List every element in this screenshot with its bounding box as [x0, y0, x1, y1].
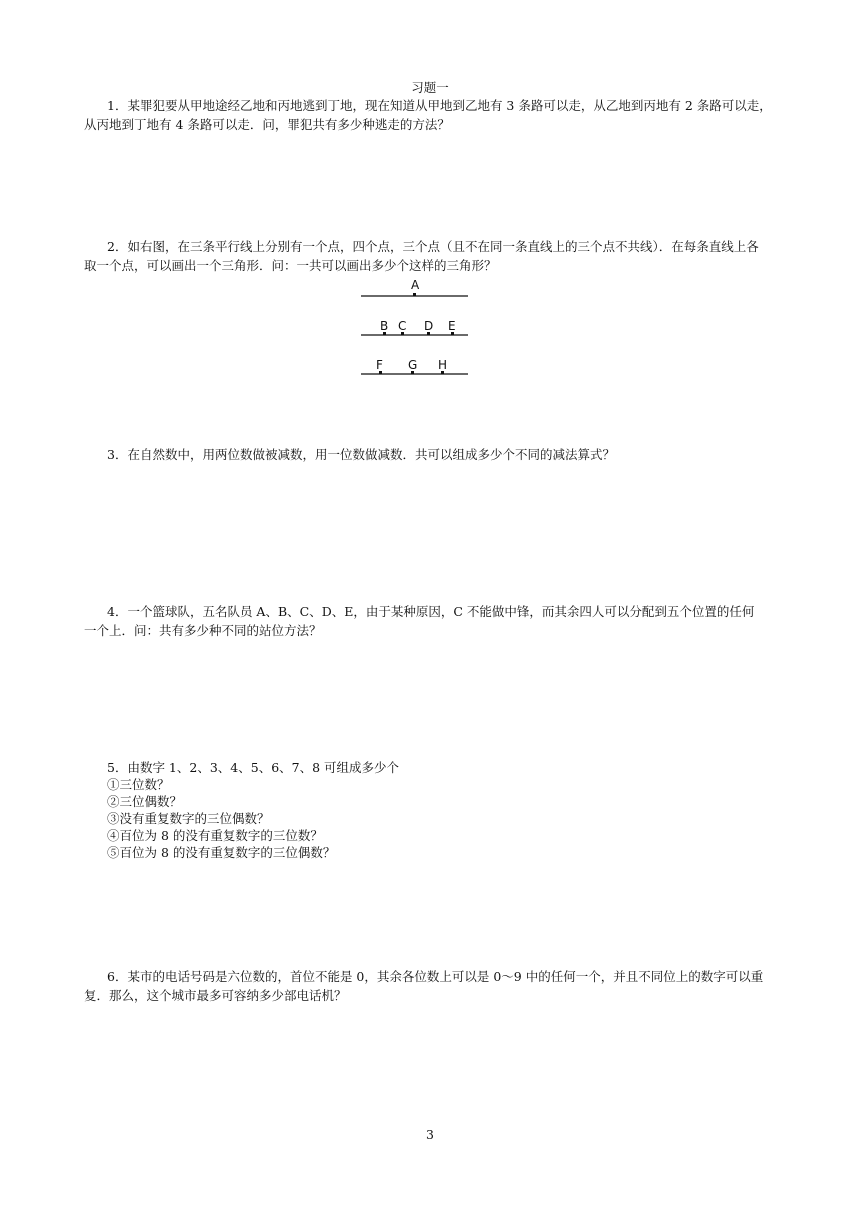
- problem-5-line-1: 5．由数字 1、2、3、4、5、6、7、8 可组成多少个: [107, 760, 400, 775]
- problem-3-line-1: 3．在自然数中，用两位数做被减数，用一位数做减数．共可以组成多少个不同的减法算式？: [107, 447, 615, 462]
- problem-4-line-2: 一个上．问：共有多少种不同的站位方法？: [84, 623, 322, 638]
- problem-5-subitem-1: ①三位数？: [107, 777, 170, 792]
- page-number: 3: [426, 1127, 434, 1142]
- point-label-d: D: [424, 319, 434, 333]
- problem-5-subitem-5: ⑤百位为 8 的没有重复数字的三位偶数？: [107, 845, 336, 860]
- point-a-dot: [413, 293, 416, 296]
- point-label-e: E: [448, 319, 456, 333]
- problem-4-line-1: 4．一个篮球队，五名队员 A、B、C、D、E，由于某种原因，C 不能做中锋，而其余四人可以分配到五个位置的任何: [107, 604, 755, 619]
- point-label-g: G: [408, 358, 418, 372]
- problem-6-line-2: 复．那么，这个城市最多可容纳多少部电话机？: [84, 988, 347, 1003]
- problem-1-line-2: 从丙地到丁地有 4 条路可以走．问，罪犯共有多少种逃走的方法？: [84, 117, 450, 132]
- point-label-f: F: [376, 358, 383, 372]
- point-label-a: A: [411, 278, 420, 292]
- problem-2-line-1: 2．如右图，在三条平行线上分别有一个点，四个点，三个点（且不在同一条直线上的三个点不共线）．在每条直线上各: [107, 239, 759, 254]
- problem-6-line-1: 6．某市的电话号码是六位数的，首位不能是 0，其余各位数上可以是 0～9 中的任何一个，并且不同位上的数字可以重: [107, 969, 764, 984]
- point-label-c: C: [398, 319, 407, 333]
- problem-1-line-1: 1．某罪犯要从甲地途经乙地和丙地逃到丁地，现在知道从甲地到乙地有 3 条路可以走，从乙地到丙地有 2 条路可以走，: [107, 98, 772, 113]
- problem-5-subitem-4: ④百位为 8 的没有重复数字的三位数？: [107, 828, 323, 843]
- page-title: 习题一: [411, 80, 449, 95]
- problem-2-line-2: 取一个点，可以画出一个三角形．问：一共可以画出多少个这样的三角形？: [84, 258, 497, 273]
- problem-5-subitem-2: ②三位偶数？: [107, 794, 183, 809]
- point-label-h: H: [438, 358, 448, 372]
- parallel-lines-figure: [355, 276, 475, 382]
- problem-5-subitem-3: ③没有重复数字的三位偶数？: [107, 811, 270, 826]
- point-label-b: B: [380, 319, 389, 333]
